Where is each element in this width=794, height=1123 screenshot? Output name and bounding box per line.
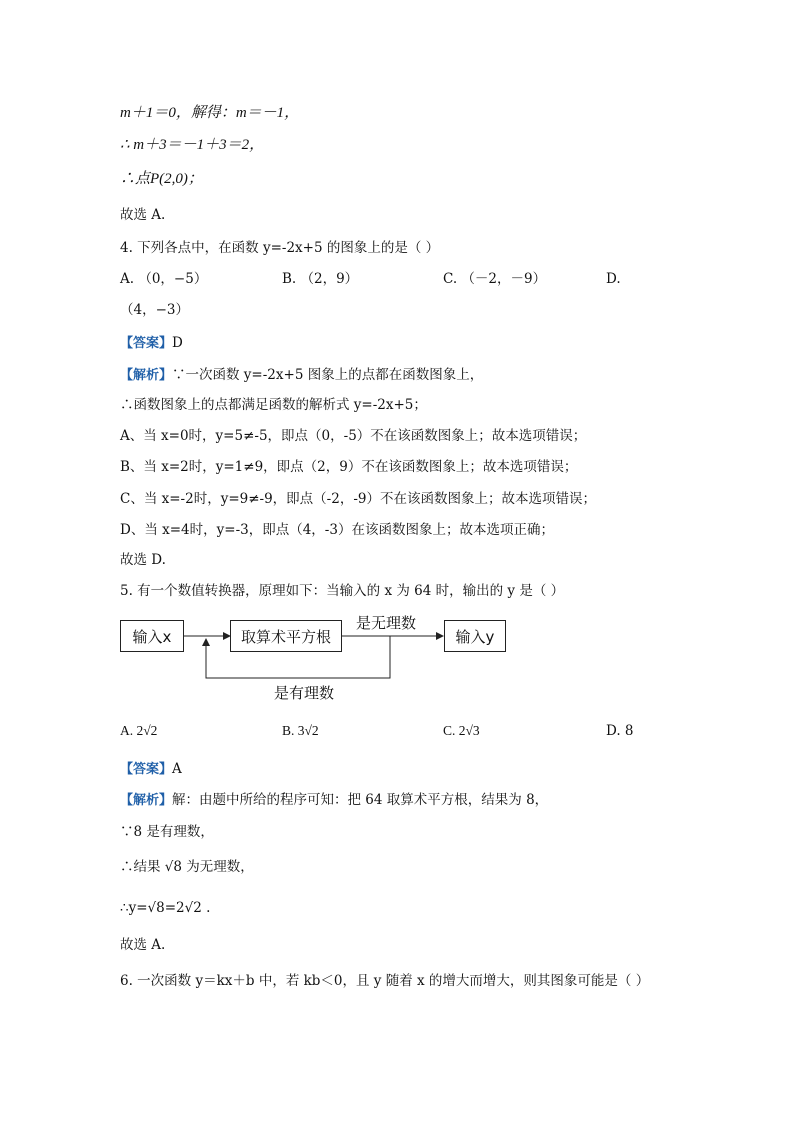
flow-output-label: 输入y bbox=[455, 627, 495, 646]
q5-option-a: A. 2√2 bbox=[120, 723, 158, 738]
q4-analysis-2: ∴函数图象上的点都满足函数的解析式 y=-2x+5； bbox=[120, 397, 427, 413]
q4-analysis-6: D、当 x=4时，y=-3，即点（4，-3）在该函数图象上；故本选项正确； bbox=[120, 522, 554, 538]
q5-option-c: C. 2√3 bbox=[443, 723, 480, 738]
q4-option-d-cont: （4，−3） bbox=[120, 302, 189, 318]
flow-input-box bbox=[120, 620, 184, 652]
answer-value: D bbox=[172, 335, 183, 351]
q4-option-d: D. bbox=[606, 271, 621, 287]
q4-choose: 故选 D. bbox=[120, 552, 166, 568]
flow-input-label: 输入x bbox=[132, 627, 172, 646]
flow-process-label: 取算术平方根 bbox=[240, 627, 331, 646]
analysis-tag: 【解析】 bbox=[120, 368, 173, 383]
q4-option-b: B. （2，9） bbox=[282, 271, 359, 287]
analysis-text: ∵一次函数 y=-2x+5 图象上的点都在函数图象上， bbox=[172, 367, 484, 383]
solution-line-2: ∴ m＋3＝－1＋3＝2， bbox=[120, 137, 265, 153]
q5-analysis-2: ∵8 是有理数， bbox=[120, 824, 214, 840]
choose-line-prev: 故选 A. bbox=[120, 207, 166, 223]
answer-value: A bbox=[172, 761, 182, 777]
question-6: 6. 一次函数 y＝kx＋b 中，若 kb＜0，且 y 随着 x 的增大而增大，则其图象可能是（ ） bbox=[120, 973, 650, 989]
q5-choose: 故选 A. bbox=[120, 937, 166, 953]
answer-tag: 【答案】 bbox=[120, 762, 173, 777]
analysis-text: 解：由题中所给的程序可知：把 64 取算术平方根，结果为 8， bbox=[172, 792, 549, 808]
flow-process-box bbox=[230, 620, 342, 652]
q5-analysis-1 bbox=[120, 791, 548, 810]
q5-answer bbox=[120, 760, 182, 779]
analysis-tag: 【解析】 bbox=[120, 793, 173, 808]
flow-irrational-label: 是无理数 bbox=[356, 614, 417, 632]
question-4: 4. 下列各点中，在函数 y=-2x+5 的图象上的是（ ） bbox=[120, 240, 440, 256]
q5-option-d: D. 8 bbox=[606, 723, 634, 739]
q4-analysis-3: A、当 x=0时，y=5≠-5，即点（0，-5）不在该函数图象上；故本选项错误； bbox=[120, 428, 587, 444]
question-5: 5. 有一个数值转换器，原理如下：当输入的 x 为 64 时，输出的 y 是（ ） bbox=[120, 583, 565, 599]
flow-rational-label: 是有理数 bbox=[274, 684, 335, 702]
q4-option-a: A. （0，−5） bbox=[120, 271, 208, 287]
q4-analysis-5: C、当 x=-2时，y=9≠-9，即点（-2，-9）不在该函数图象上；故本选项错误； bbox=[120, 491, 596, 507]
solution-line-1: m＋1＝0，解得：m＝－1， bbox=[120, 105, 300, 121]
answer-tag: 【答案】 bbox=[120, 336, 173, 351]
flow-output-box bbox=[444, 620, 506, 652]
q4-option-c: C. （－2，－9） bbox=[443, 271, 547, 287]
q4-analysis-4: B、当 x=2时，y=1≠9，即点（2，9）不在该函数图象上；故本选项错误； bbox=[120, 459, 578, 475]
solution-line-3: ∴点P(2,0)； bbox=[120, 171, 203, 187]
q5-option-b: B. 3√2 bbox=[282, 723, 319, 738]
q5-analysis-3: ∴结果 √8 为无理数， bbox=[120, 859, 254, 875]
q5-analysis-4: ∴y=√8=2√2 . bbox=[120, 900, 211, 916]
